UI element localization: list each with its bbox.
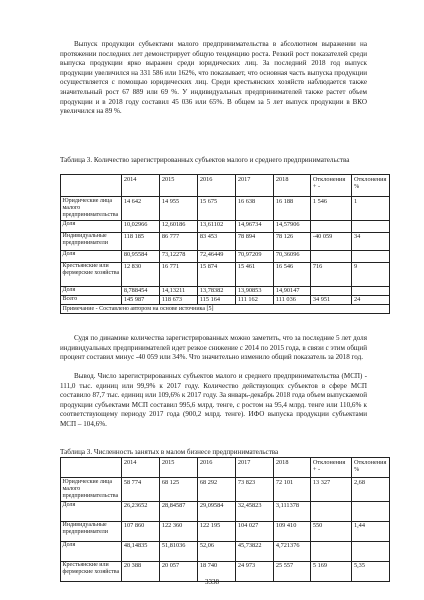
page-number: 3338 <box>205 578 219 586</box>
table-cell: 1,44 <box>352 521 390 541</box>
table-cell <box>311 220 352 232</box>
table-row <box>61 197 390 221</box>
row-label-cell: Индивидуальные предприниматели <box>61 232 122 250</box>
table-cell: -40 059 <box>311 232 352 250</box>
table-header-cell: 2016 <box>198 175 236 197</box>
table-row <box>61 220 390 232</box>
table-cell: 48,14835 <box>122 541 160 561</box>
table-cell: 15 675 <box>198 197 236 221</box>
row-label-cell: Юридические лица малого предпринимательства <box>61 478 122 502</box>
table-cell: 20 057 <box>160 561 198 581</box>
table-cell: 32,45823 <box>236 501 274 521</box>
table-cell: 58 774 <box>122 478 160 502</box>
table-cell: 2,68 <box>352 478 390 502</box>
table-cell: 13 327 <box>311 478 352 502</box>
table-header-cell <box>61 458 122 478</box>
row-label-cell: Крестьянские или фермерские хозяйства <box>61 561 122 581</box>
table-cell: 10,02966 <box>122 220 160 232</box>
table-cell: 111 036 <box>274 295 311 304</box>
row-label-cell: Индивидуальные предприниматели <box>61 521 122 541</box>
table-cell: 28,84587 <box>160 501 198 521</box>
row-label-cell: Всего <box>61 295 122 304</box>
paragraph-conclusion: Вывод. Число зарегистрированных субъектов малого и среднего предпринимательства (МСП) - 111,0 тыс. единиц или 99,9% к 2017 году. Количество действующих субъектов в сфере МСП составило 87,7 тыс. единиц или 109,6% к 2017 году. За январь-декабрь 2018 года объем выпускаемой продукции субъектами МСП составил 995,6 млрд. тенге, с ростом на 95,4 млрд. тенге или 110,6% к соответствующему периоду 2017 года (900,2 млрд. тенге). ИФО выпуска продукции субъектами МСП – 104,6%. <box>60 372 367 428</box>
row-label-cell: Юридические лица малого предпринимательства <box>61 197 122 221</box>
table1-caption: Таблица 3. Количество зарегистрированных субъектов малого и среднего предпринимательства <box>60 156 350 164</box>
table-cell: 118 673 <box>160 295 198 304</box>
row-label-cell: Крестьянские или фермерские хозяйства <box>61 262 122 286</box>
table-header-cell: 2018 <box>274 458 311 478</box>
table-cell: 107 860 <box>122 521 160 541</box>
table-cell: 12,60186 <box>160 220 198 232</box>
table-cell: 18 740 <box>198 561 236 581</box>
table-cell: 550 <box>311 521 352 541</box>
row-label-cell: Доля <box>61 541 122 561</box>
table-cell: 83 453 <box>198 232 236 250</box>
table-header-cell: 2016 <box>198 458 236 478</box>
table-header-cell: Отклонения + - <box>311 458 352 478</box>
row-label-cell: Доля <box>61 250 122 262</box>
table-cell: 16 771 <box>160 262 198 286</box>
table-header-cell: 2015 <box>160 175 198 197</box>
table-cell: 12 830 <box>122 262 160 286</box>
table-header-cell: Отклонения % <box>352 458 390 478</box>
table-cell: 16 188 <box>274 197 311 221</box>
table-cell: 14,13211 <box>160 286 198 295</box>
table-cell: 13,90853 <box>236 286 274 295</box>
table-cell: 72,46449 <box>198 250 236 262</box>
table-header-cell: 2018 <box>274 175 311 197</box>
table-cell <box>311 286 352 295</box>
table-header-cell <box>61 175 122 197</box>
table-header-cell: Отклонения % <box>352 175 390 197</box>
table-header-cell: Отклонения + - <box>311 175 352 197</box>
table-row <box>61 501 390 521</box>
table-cell: 34 951 <box>311 295 352 304</box>
table-row <box>61 250 390 262</box>
table-cell: 5 169 <box>311 561 352 581</box>
table-registered-subjects <box>60 174 390 314</box>
table-note: Примечание - Составлено автором на основе источника [5] <box>61 305 390 314</box>
table-cell: 80,95584 <box>122 250 160 262</box>
table-header-cell: 2014 <box>122 175 160 197</box>
table-cell: 70,36096 <box>274 250 311 262</box>
table-cell: 716 <box>311 262 352 286</box>
table-header-row <box>61 458 390 478</box>
table-header-cell: 2017 <box>236 458 274 478</box>
table-cell <box>352 541 390 561</box>
table-cell: 51,81036 <box>160 541 198 561</box>
table-cell: 122 360 <box>160 521 198 541</box>
table-cell: 14,57906 <box>274 220 311 232</box>
table-cell: 111 162 <box>236 295 274 304</box>
paragraph-output-growth: Выпуск продукции субъектами малого предпринимательства в абсолютном выражении на протяжении последних лет демонстрирует общую тенденцию роста. Резкий рост показателей среди выпуска продукции ярко выражен среди юридических лиц. За последний 2018 год выпуск продукции увеличился на 331 586 или 162%, что показывает, что основная часть выпуска продукции осуществляется с помощью юридических лиц. Среди крестьянских хозяйств наблюдается также значительный рост 67 889 или 69 %. У индивидуальных предпринимателей также растет объем продукции и в 2018 году составил 45 036 или 65%. В общем за 5 лет выпуск продукции в ВКО увеличился на 89 %. <box>60 40 367 116</box>
table-cell: 8,788454 <box>122 286 160 295</box>
table-cell: 68 292 <box>198 478 236 502</box>
table-cell <box>352 250 390 262</box>
table-cell: 26,23652 <box>122 501 160 521</box>
table2-caption: Таблица 3. Численность занятых в малом бизнесе предпринимательства <box>60 448 279 456</box>
table-cell: 15 461 <box>236 262 274 286</box>
table-cell: 24 973 <box>236 561 274 581</box>
table-cell: 16 546 <box>274 262 311 286</box>
table-cell: 52,06 <box>198 541 236 561</box>
table-cell: 5,35 <box>352 561 390 581</box>
table-cell: 3,111378 <box>274 501 311 521</box>
table-cell: 72 101 <box>274 478 311 502</box>
table-row <box>61 478 390 502</box>
table-cell <box>311 501 352 521</box>
table-cell <box>352 286 390 295</box>
table-cell: 14,90147 <box>274 286 311 295</box>
paragraph-dynamics: Судя по динамике количества зарегистрированных можно заметить, что за последние 5 лет доля индивидуальных предпринимателей идет резкое снижение с 2014 по 2015 года, в связи с этим общий процент составил минус -40 059 или 34%. Что значительно изменило общий показатель за 2018 год. <box>60 334 367 362</box>
table-row <box>61 295 390 304</box>
table-cell: 1 <box>352 197 390 221</box>
table-cell: 14 642 <box>122 197 160 221</box>
table-cell: 14 955 <box>160 197 198 221</box>
table-row <box>61 541 390 561</box>
table-cell: 145 987 <box>122 295 160 304</box>
table-cell: 34 <box>352 232 390 250</box>
table-row <box>61 232 390 250</box>
table-cell: 14,96734 <box>236 220 274 232</box>
table-cell: 16 638 <box>236 197 274 221</box>
table-cell: 24 <box>352 295 390 304</box>
table-cell: 86 777 <box>160 232 198 250</box>
table-cell: 118 185 <box>122 232 160 250</box>
table-note-row <box>61 305 390 314</box>
table-cell: 68 125 <box>160 478 198 502</box>
table-cell: 122 195 <box>198 521 236 541</box>
table-cell <box>352 501 390 521</box>
table-cell: 78 894 <box>236 232 274 250</box>
table-header-cell: 2015 <box>160 458 198 478</box>
table-cell: 115 164 <box>198 295 236 304</box>
table-cell: 109 410 <box>274 521 311 541</box>
table-row <box>61 286 390 295</box>
table-cell: 70,97209 <box>236 250 274 262</box>
table-cell <box>352 220 390 232</box>
table-cell: 29,09584 <box>198 501 236 521</box>
row-label-cell: Доля <box>61 501 122 521</box>
table-cell: 104 027 <box>236 521 274 541</box>
table-header-cell: 2017 <box>236 175 274 197</box>
table-cell: 45,73822 <box>236 541 274 561</box>
table-cell: 4,721376 <box>274 541 311 561</box>
table-employment <box>60 457 390 582</box>
table-cell: 9 <box>352 262 390 286</box>
table-cell: 20 388 <box>122 561 160 581</box>
row-label-cell: Доля <box>61 220 122 232</box>
table-cell: 73,12278 <box>160 250 198 262</box>
table-cell <box>311 250 352 262</box>
table-cell: 25 557 <box>274 561 311 581</box>
table-row <box>61 262 390 286</box>
table-cell <box>311 541 352 561</box>
table-header-row <box>61 175 390 197</box>
table-cell: 15 874 <box>198 262 236 286</box>
row-label-cell: Доля <box>61 286 122 295</box>
table-cell: 73 823 <box>236 478 274 502</box>
table-cell: 78 126 <box>274 232 311 250</box>
table-cell: 13,78382 <box>198 286 236 295</box>
table-header-cell: 2014 <box>122 458 160 478</box>
table-cell: 13,61102 <box>198 220 236 232</box>
table-cell: 1 546 <box>311 197 352 221</box>
table-row <box>61 521 390 541</box>
